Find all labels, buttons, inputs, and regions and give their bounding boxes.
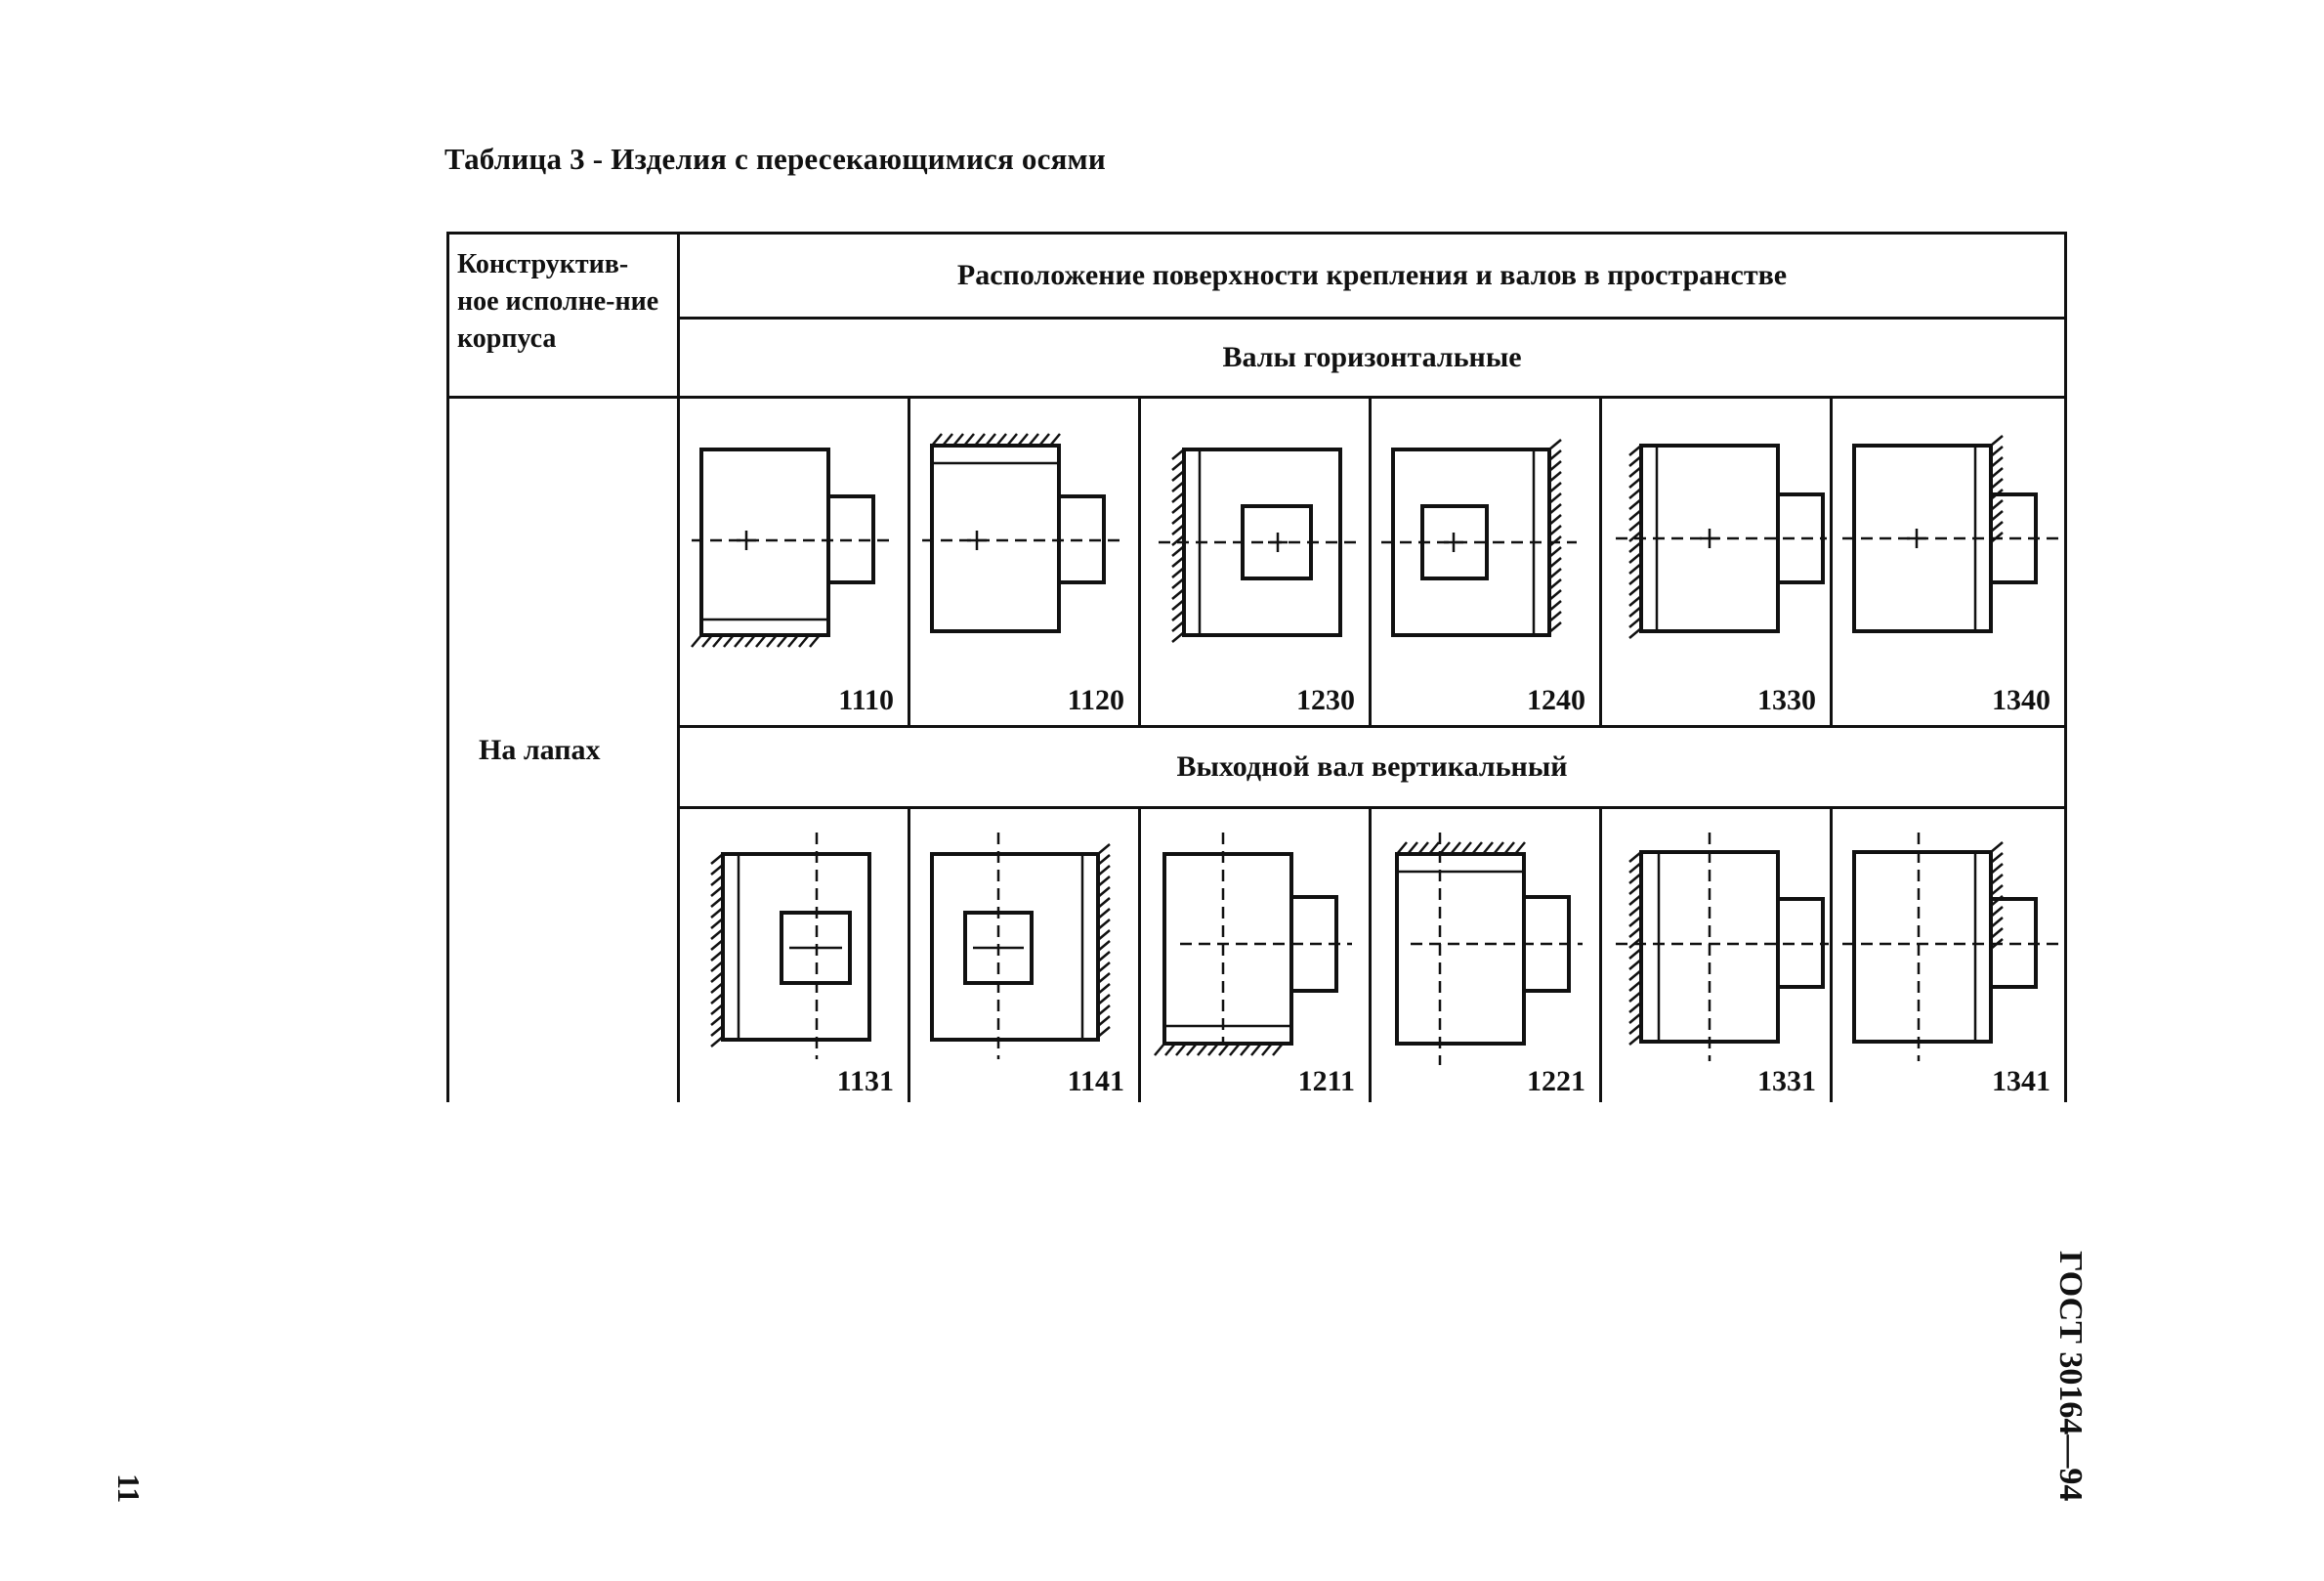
gearbox-schematic-icon: [1602, 399, 1833, 725]
variant-code: 1131: [836, 1065, 894, 1097]
section-vertical-header: Выходной вал вертикальный: [679, 727, 2066, 808]
gearbox-schematic-icon: [1833, 809, 2067, 1102]
variant-code: 1230: [1296, 684, 1355, 716]
variant-code: 1340: [1992, 684, 2051, 716]
gearbox-schematic-icon: [910, 809, 1141, 1102]
variant-cell: [909, 398, 1140, 727]
gearbox-schematic-icon: [1833, 399, 2067, 725]
variant-cell: [679, 808, 909, 1103]
variant-code: 1341: [1992, 1065, 2051, 1097]
gearbox-schematic-icon: [910, 399, 1141, 725]
variant-cell: [679, 398, 909, 727]
spec-table: [446, 232, 2067, 1102]
variant-code: 1240: [1527, 684, 1585, 716]
page-number: 11: [111, 1474, 147, 1504]
variant-cell: [1371, 808, 1601, 1103]
variant-code: 1110: [838, 684, 894, 716]
gearbox-schematic-icon: [680, 399, 910, 725]
variant-code: 1330: [1757, 684, 1816, 716]
variant-cell: [1601, 398, 1832, 727]
variant-code: 1120: [1067, 684, 1124, 716]
table-title: Таблица 3 - Изделия с пересекающимися осями: [444, 142, 1106, 176]
gearbox-schematic-icon: [1141, 809, 1372, 1102]
variant-code: 1331: [1757, 1065, 1816, 1097]
variant-cell: [1601, 808, 1832, 1103]
standard-designation: ГОСТ 30164—94: [2052, 1251, 2089, 1502]
gearbox-schematic-icon: [1141, 399, 1372, 725]
variant-cell: [1832, 808, 2066, 1103]
gearbox-schematic-icon: [1602, 809, 1833, 1102]
gearbox-schematic-icon: [1372, 809, 1602, 1102]
section-horizontal-header: Валы горизонтальные: [679, 319, 2066, 398]
variant-cell: [1832, 398, 2066, 727]
mounting-type-cell: На лапах: [448, 398, 679, 1103]
variant-cell: [1371, 398, 1601, 727]
gearbox-schematic-icon: [1372, 399, 1602, 725]
variant-cell: [1140, 808, 1371, 1103]
main-header: Расположение поверхности крепления и валов в пространстве: [679, 234, 2066, 319]
gearbox-schematic-icon: [680, 809, 910, 1102]
variant-cell: [909, 808, 1140, 1103]
corner-header: Конструктив-ное исполне-ние корпуса: [448, 234, 679, 398]
variant-code: 1211: [1297, 1065, 1355, 1097]
variant-code: 1141: [1067, 1065, 1124, 1097]
variant-cell: [1140, 398, 1371, 727]
variant-code: 1221: [1527, 1065, 1585, 1097]
